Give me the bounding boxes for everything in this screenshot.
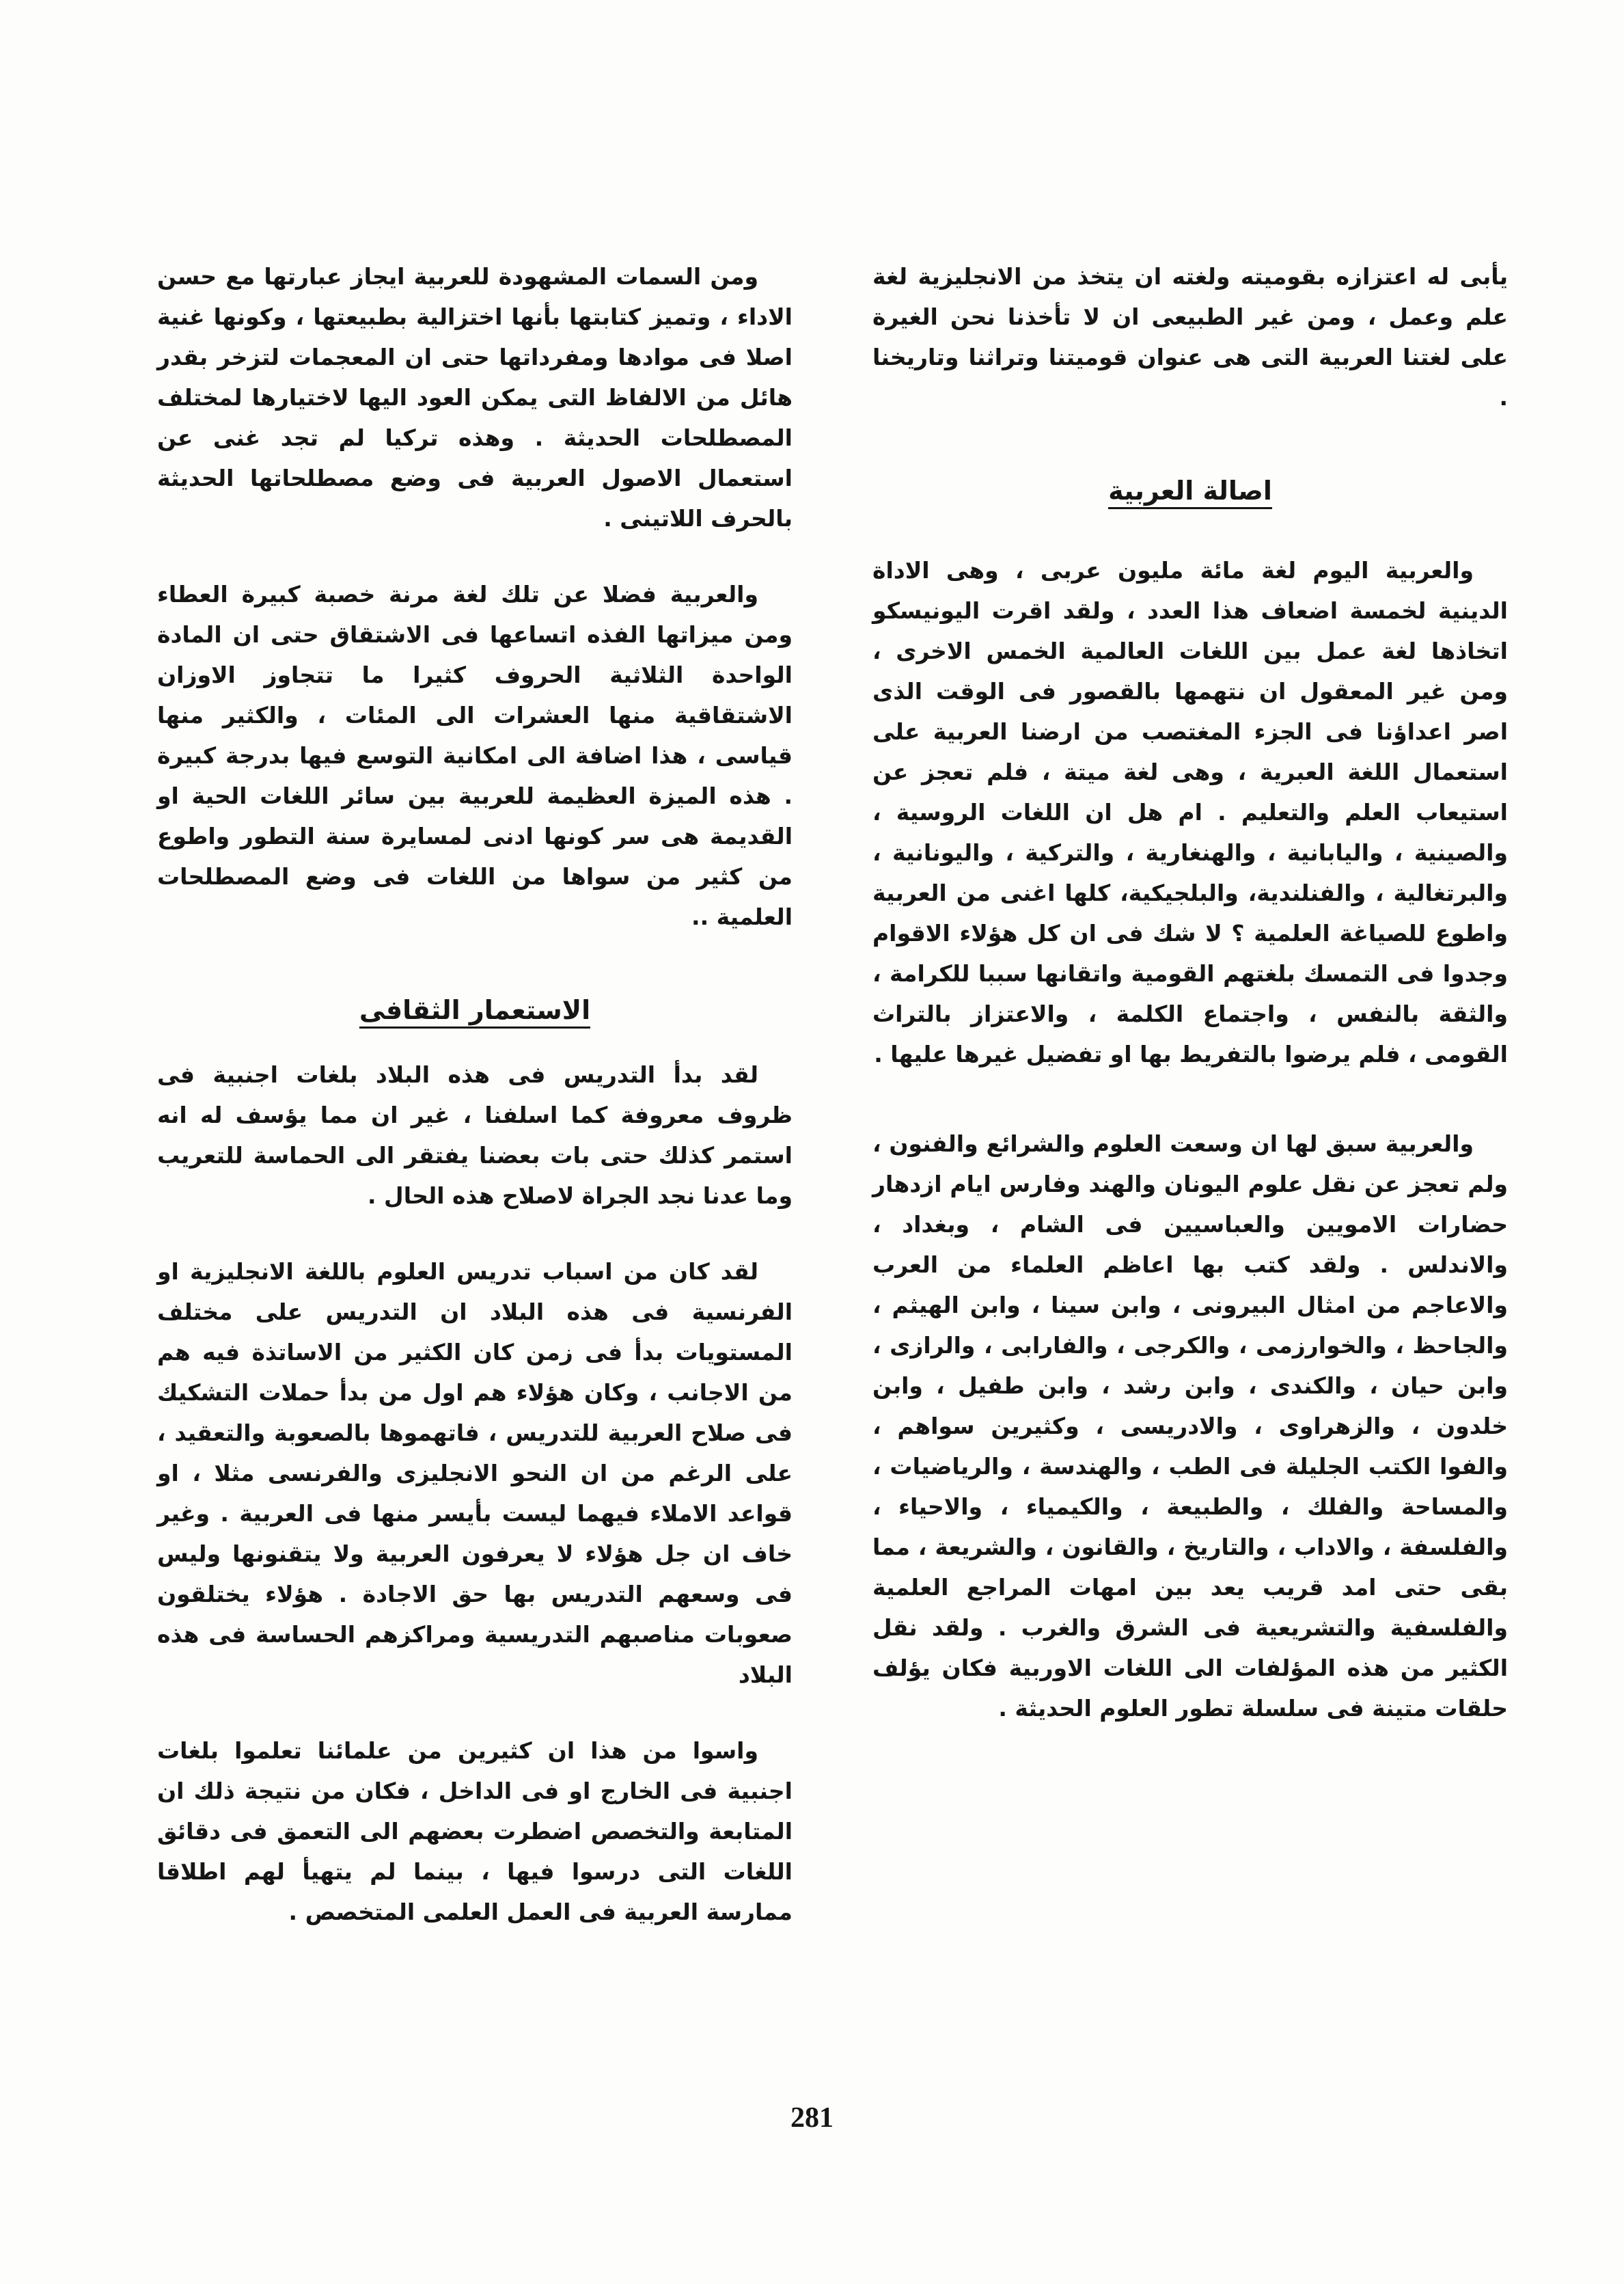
page-number: 281: [790, 2102, 834, 2134]
left-column: [157, 256, 793, 1932]
paragraph-arabic-history: والعربية سبق لها ان وسعت العلوم والشرائع والفنون ، ولم تعجز عن نقل علوم اليونان والهند وفارس ايام ازدهار حضارات الامويين والعباسيين فى الشام ، وبغداد ، والاندلس . ولقد كتب بها اعاظم العلماء من العرب والاعاجم من امثال البيرونى ، وابن سينا ، وابن الهيثم ، والجاحظ ، والخوارزمى ، والكرجى ، والفارابى ، والرازى ، وابن حيان ، والكندى ، وابن رشد ، وابن طفيل ، وابن خلدون ، والزهراوى ، والادريسى ، وكثيرين سواهم ، والفوا الكتب الجليلة فى الطب ، والهندسة ، والرياضيات ، والمساحة والفلك ، والطبيعة ، والكيمياء ، والاحياء ، والفلسفة ، والاداب ، والتاريخ ، والقانون ، والشريعة ، مما بقى حتى امد قريب يعد بين امهات المراجع العلمية والفلسفية والتشريعية فى الشرق والغرب . ولقد نقل الكثير من هذه المؤلفات الى اللغات الاوربية فكان يؤلف حلقات متينة فى سلسلة تطور العلوم الحديثة .: [872, 1130, 1508, 1722]
paragraph-arabic-today: والعربية اليوم لغة مائة مليون عربى ، وهى الاداة الدينية لخمسة اضعاف هذا العدد ، ولقد اقرت اليونيسكو اتخاذها لغة عمل بين اللغات العالمية الخمس الاخرى ، ومن غير المعقول ان نتهمها بالقصور فى الوقت الذى اصر اعداؤنا فى الجزء المغتصب من ارضنا العربية على استعمال اللغة العبرية ، وهى لغة ميتة ، فلم تعجز عن استيعاب العلم والتعليم . ام هل ان اللغات الروسية ، والصينية ، واليابانية ، والهنغارية ، والتركية ، واليونانية ، والبرتغالية ، والفنلندية، والبلجيكية، كلها اغنى من العربية واطوع للصياغة العلمية ؟ لا شك فى ان كل هؤلاء الاقوام وجدوا فى التمسك بلغتهم القومية واتقانها سببا للكرامة ، والثقة بالنفس ، واجتماع الكلمة ، والاعتزاز بالتراث القومى ، فلم يرضوا بالتفريط بها او تفضيل غيرها عليها .: [872, 557, 1508, 1068]
paragraph-arabic-derivation: والعربية فضلا عن تلك لغة مرنة خصبة كبيرة العطاء ومن ميزاتها الفذه اتساعها فى الاشتقاق حتى ان المادة الواحدة الثلاثية الحروف كثيرا ما تتجاوز الاوزان الاشتقاقية منها العشرات الى المئات ، والكثير منها قياسى ، هذا اضافة الى امكانية التوسع فيها بدرجة كبيرة . هذه الميزة العظيمة للعربية بين سائر اللغات الحية او القديمة هى سر كونها ادنى لمسايرة سنة التطور واطوع من كثير من سواها من اللغات فى وضع المصطلحات العلمية ..: [157, 581, 793, 930]
paragraph-arabic-features: ومن السمات المشهودة للعربية ايجاز عبارتها مع حسن الاداء ، وتميز كتابتها بأنها اختزالية بطبيعتها ، وكونها غنية اصلا فى موادها ومفرداتها حتى ان المعجمات لتزخر بقدر هائل من الالفاظ التى يمكن العود اليها لاختيارها لمختلف المصطلحات الحديثة . وهذه تركيا لم تجد غنى عن استعمال الاصول العربية فى وضع مصطلحاتها الحديثة بالحرف اللاتينى .: [157, 263, 793, 532]
section-heading-arabic-originality: اصالة العربية: [872, 467, 1508, 515]
paragraph-foreign-teaching: لقد بدأ التدريس فى هذه البلاد بلغات اجنبية فى ظروف معروفة كما اسلفنا ، غير ان مما يؤسف له انه استمر كذلك حتى بات بعضنا يفتقر الى الحماسة للتعريب وما عدنا نجد الجراة لاصلاح هذه الحال .: [157, 1061, 793, 1209]
intro-paragraph: يأبى له اعتزازه بقوميته ولغته ان يتخذ من الانجليزية لغة علم وعمل ، ومن غير الطبيعى ان لا تأخذنا نحن الغيرة على لغتنا العربية التى هى عنوان قوميتنا وتراثنا وتاريخنا .: [872, 263, 1508, 411]
paragraph-scholars-abroad: واسوا من هذا ان كثيرين من علمائنا تعلموا بلغات اجنبية فى الخارج او فى الداخل ، فكان من نتيجة ذلك ان المتابعة والتخصص اضطرت بعضهم الى التعمق فى دقائق اللغات التى درسوا فيها ، بينما لم يتهيأ لهم اطلاقا ممارسة العربية فى العمل العلمى المتخصص .: [157, 1737, 793, 1925]
section-heading-cultural-colonialism: الاستعمار الثقافى: [157, 986, 793, 1034]
paragraph-teaching-reasons: لقد كان من اسباب تدريس العلوم باللغة الانجليزية او الفرنسية فى هذه البلاد ان التدريس على مختلف المستويات بدأ فى زمن كان الكثير من الاساتذة فيه هم من الاجانب ، وكان هؤلاء هم اول من بدأ حملات التشكيك فى صلاح العربية للتدريس ، فاتهموها بالصعوبة والتعقيد ، على الرغم من ان النحو الانجليزى والفرنسى مثلا ، او قواعد الاملاء فيهما ليست بأيسر منها فى العربية . وغير خاف ان جل هؤلاء لا يعرفون العربية ولا يتقنونها وليس فى وسعهم التدريس بها حق الاجادة . هؤلاء يختلقون صعوبات مناصبهم التدريسية ومراكزهم الحساسة فى هذه البلاد: [157, 1258, 793, 1688]
right-column: [872, 256, 1508, 1728]
